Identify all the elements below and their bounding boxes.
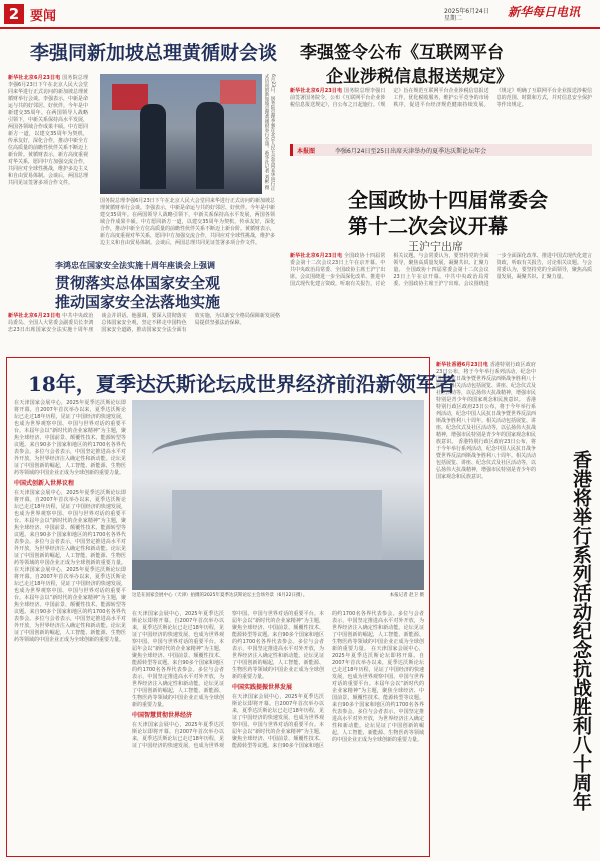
a2-body-text: 国务院总理李强日前签署国务院令，公布《互联网平台企业涉税信息报送规定》，自公布之日起施行。《规定》旨在规范互联网平台企业涉税信息报送工作，优化税收服务，维护公平竞争的市场秩序，促进平台经济规范健康持续发展。《规定》明确了互联网平台企业报送涉税信息的范围、时限和方式，并对信息安全保护等作出规定。 xyxy=(290,88,592,108)
a5-body-5: 在天津国家会展中心，2025年夏季达沃斯论坛即将开幕。自2007年首次举办以来，夏季达沃斯论坛已走过18年历程，见证了中国经济的快速发展，也成为世界观察中国、中国与世界对话的重要平台。本届年会以“新时代的企业家精神”为主题，聚焦全球经济、中国前景、颠覆性技术、能源转型等议题。来自90多个国家和地区的约1700名各界代表参会。多位与会者表示，中国坚定推进高水平对外开放，为世界经济注入确定性和新动能。论坛见证了中国创新的崛起，人工智能、新能源、生物医药等领域的中国企业正成为全球创新的重要力量。 xyxy=(332,646,424,743)
a5-body-4: 在天津国家会展中心，2025年夏季达沃斯论坛即将开幕。自2007年首次举办以来，夏季达沃斯论坛已走过18年历程，见证了中国经济的快速发展，也成为世界观察中国、中国与世界对话的重要平台。本届年会以“新时代的企业家精神”为主题，聚焦全球经济、中国前景、颠覆性技术、能源转型等议题。来自90多个国家和地区的约1700名各界代表参会。多位与会者表示，中国坚定推进高水平对外开放，为世界经济注入确定性和新动能。论坛见证了中国创新的崛起，人工智能、新能源、生物医药等领域的中国企业正成为全球创新的重要力量。 xyxy=(232,611,424,749)
a3-body-text: 全国政协十四届常委会第十二次会议23日上午在京开幕。中共中央政治局常委、全国政协主席王沪宁出席。会议围绕进一步全面深化改革、推进中国式现代化建言资政，听取有关报告，讨论相关议题。与会常委认为，要坚持党的全面领导，聚焦高质量发展，凝聚共识、汇聚力量。 xyxy=(290,253,489,287)
a1-photo-caption: 6月23日，国务院总理李强在北京人民大会堂同来华进行正式访问的新加坡总理黄循财举行会谈。新华社记者 刘彬 摄 xyxy=(264,74,275,191)
header-rule xyxy=(0,27,600,29)
venue-hall xyxy=(172,490,382,560)
a2-ribbon xyxy=(290,144,592,156)
a5-sub2: 中国智慧贯彻世界经济 xyxy=(132,712,193,719)
ribbon-text: 李强6月24日至25日出席天津举办的夏季达沃斯论坛年会 xyxy=(335,148,487,155)
section-title: 要闻 xyxy=(30,9,57,24)
page-number: 2 xyxy=(4,4,24,24)
a6-dateline: 新华社香港6月23日电 xyxy=(436,362,488,368)
issue-date: 2025年6月24日 xyxy=(444,8,489,15)
a1-body: 国务院总理李强6月23日下午在北京人民大会堂同来华进行正式访问的新加坡总理黄循财举行会谈。李强表示，中新是命运与共的好邻居、好伙伴。今年是中新建交35周年。在两国领导人战略引领下，中新关系保持高水平发展，两国各领域合作成果丰硕。中方愿同新方一道，以建交35周年为契机，传承友好，深化合作，推动中新全方位高质量的前瞻性伙伴关系不断迈上新台阶。黄循财表示，新方高度重视对华关系，愿同中方加强交流合作，共同应对全球性挑战，维护多边主义和自由贸易体制。会谈后，两国总理共同见证签署多项合作文件。 xyxy=(8,75,89,186)
a4-title-line1: 贯彻落实总体国家安全观 xyxy=(55,274,221,292)
flag-singapore xyxy=(220,80,256,104)
a1-body-col2: 国务院总理李强6月23日下午在北京人民大会堂同来华进行正式访问的新加坡总理黄循财举行会谈。李强表示，中新是命运与共的好邻居、好伙伴。今年是中新建交35周年。在两国领导人战略引领下，中新关系保持高水平发展，两国各领域合作成果丰硕。中方愿同新方一道，以建交35周年为契机，传承友好，深化合作，推动中新全方位高质量的前瞻性伙伴关系不断迈上新台阶。黄循财表示，新方高度重视对华关系，愿同中方加强交流合作，共同应对全球性挑战，维护多边主义和自由贸易体制。会谈后，两国总理共同见证签署多项合作文件。 xyxy=(100,198,276,246)
a4-body-text: 中共中央政治局委员、全国人大常委会副委员长李鸿忠23日出席国家安全法实施十周年座谈会并讲话。他强调，要深入贯彻落实总体国家安全观，坚定不移走中国特色国家安全道路，推动国家安全法全面有效实施，为以新安全格局保障新发展格局提供坚强法治保障。 xyxy=(8,313,280,333)
a6-body-text-2: 香港特别行政区政府23日公布，将于今年举行系列活动，纪念中国人民抗日战争暨世界反法西斯战争胜利八十周年。相关活动包括展览、讲座、纪念仪式及社区活动等，以弘扬伟大抗战精神，增强市民特别是青少年的国家观念和民族意识。 xyxy=(436,397,537,445)
a5-title: 18年，夏季达沃斯论坛成世界经济前沿新领军者 xyxy=(28,372,456,396)
a4-kicker: 李鸿忠在国家安全法实施十周年座谈会上强调 xyxy=(55,261,215,270)
figure-right xyxy=(196,102,224,189)
a5-sub1: 中国式创新入世界议程 xyxy=(14,480,75,487)
a5-photo xyxy=(132,400,424,590)
a3-body-text-2: 全国政协十四届常委会第十二次会议23日上午在京开幕。中共中央政治局常委、全国政协主席王沪宁出席。会议围绕进一步全面深化改革、推进中国式现代化建言资政，听取有关报告，讨论相关议题。与会常委认为，要坚持党的全面领导，聚焦高质量发展，凝聚共识、汇聚力量。 xyxy=(393,253,592,287)
a5-body-col1-b: 在天津国家会展中心，2025年夏季达沃斯论坛即将开幕。自2007年首次举办以来，夏季达沃斯论坛已走过18年历程，见证了中国经济的快速发展，也成为世界观察中国、中国与世界对话的重要平台。本届年会以“新时代的企业家精神”为主题，聚焦全球经济、中国前景、颠覆性技术、能源转型等议题。来自90多个国家和地区的约1700名各界代表参会。多位与会者表示，中国坚定推进高水平对外开放，为世界经济注入确定性和新动能。论坛见证了中国创新的崛起，人工智能、新能源、生物医药等领域的中国企业正成为全球创新的重要力量。 xyxy=(14,490,126,566)
a3-title-line2: 第十二次会议开幕 xyxy=(348,214,508,238)
a1-title: 李强同新加坡总理黄循财会谈 xyxy=(30,42,278,64)
a5-caption-text: 这是在国家会展中心（天津）拍摄的2025年夏季达沃斯论坛主会场外景（6月22日摄）。 xyxy=(132,593,308,598)
a4-title-line2: 推动国家安全法落地实施 xyxy=(55,293,221,311)
a6-title: 香港将举行系列活动纪念抗战胜利八十周年 xyxy=(570,450,592,811)
a6-body-text-3: 香港特别行政区政府23日公布，将于今年举行系列活动，纪念中国人民抗日战争暨世界反法西斯战争胜利八十周年。相关活动包括展览、讲座、纪念仪式及社区活动等，以弘扬伟大抗战精神，增强市民特别是青少年的国家观念和民族意识。 xyxy=(436,439,537,480)
a5-photo-credit: 本报记者 赵卫 摄 xyxy=(389,593,424,598)
a5-body-col1 xyxy=(14,400,126,850)
a5-body-2: 在天津国家会展中心，2025年夏季达沃斯论坛即将开幕。自2007年首次举办以来，夏季达沃斯论坛已走过18年历程，见证了中国经济的快速发展，也成为世界观察中国、中国与世界对话的重要平台。本届年会以“新时代的企业家精神”为主题，聚焦全球经济、中国前景、颠覆性技术、能源转型等议题。来自90多个国家和地区的约1700名各界代表参会。多位与会者表示，中国坚定推进高水平对外开放，为世界经济注入确定性和新动能。论坛见证了中国创新的崛起，人工智能、新能源、生物医药等领域的中国企业正成为全球创新的重要力量。 xyxy=(132,611,224,708)
a1-photo xyxy=(100,74,262,194)
a1-dateline: 新华社北京6月23日电 xyxy=(8,75,61,81)
issue-weekday: 星期二 xyxy=(444,15,463,22)
a4-dateline: 新华社北京6月23日电 xyxy=(8,313,61,319)
a5-photo-caption xyxy=(132,593,424,607)
a5-sub3: 中国实践提振世界发展 xyxy=(232,684,293,691)
a5-body-3: 在天津国家会展中心，2025年夏季达沃斯论坛即将开幕。自2007年首次举办以来，夏季达沃斯论坛已走过18年历程，见证了中国经济的快速发展，也成为世界观察中国、中国与世界对话的重要平台。本届年会以“新时代的企业家精神”为主题，聚焦全球经济、中国前景、颠覆性技术、能源转型等议题。来自90多个国家和地区的约1700名各界代表参会。多位与会者表示，中国坚定推进高水平对外开放，为世界经济注入确定性和新动能。论坛见证了中国创新的崛起，人工智能、新能源、生物医药等领域的中国企业正成为全球创新的重要力量。 xyxy=(132,611,324,749)
a5-body: 在天津国家会展中心，2025年夏季达沃斯论坛即将开幕。自2007年首次举办以来，夏季达沃斯论坛已走过18年历程，见证了中国经济的快速发展，也成为世界观察中国、中国与世界对话的重要平台。本届年会以“新时代的企业家精神”为主题，聚焦全球经济、中国前景、颠覆性技术、能源转型等议题。来自90多个国家和地区的约1700名各界代表参会。多位与会者表示，中国坚定推进高水平对外开放，为世界经济注入确定性和新动能。论坛见证了中国创新的崛起，人工智能、新能源、生物医药等领域的中国企业正成为全球创新的重要力量。 xyxy=(14,400,126,476)
venue-plaza xyxy=(132,560,424,590)
a3-title-line1: 全国政协十四届常委会 xyxy=(348,188,548,212)
a6-body-text: 香港特别行政区政府23日公布，将于今年举行系列活动，纪念中国人民抗日战争暨世界反法西斯战争胜利八十周年。相关活动包括展览、讲座、纪念仪式及社区活动等，以弘扬伟大抗战精神，增强市民特别是青少年的国家观念和民族意识。 xyxy=(436,362,537,403)
a2-title-line1: 李强签令公布《互联网平台 xyxy=(300,43,504,63)
a5-body-col1-c: 在天津国家会展中心，2025年夏季达沃斯论坛即将开幕。自2007年首次举办以来，夏季达沃斯论坛已走过18年历程，见证了中国经济的快速发展，也成为世界观察中国、中国与世界对话的重要平台。本届年会以“新时代的企业家精神”为主题，聚焦全球经济、中国前景、颠覆性技术、能源转型等议题。来自90多个国家和地区的约1700名各界代表参会。多位与会者表示，中国坚定推进高水平对外开放，为世界经济注入确定性和新动能。论坛见证了中国创新的崛起，人工智能、新能源、生物医药等领域的中国企业正成为全球创新的重要力量。 xyxy=(14,567,126,643)
a3-body xyxy=(290,253,592,351)
a2-title-line2: 企业涉税信息报送规定》 xyxy=(326,67,513,87)
a2-dateline: 新华社北京6月23日电 xyxy=(290,88,343,94)
a3-dateline: 新华社北京6月23日电 xyxy=(290,253,343,259)
figure-left xyxy=(140,104,166,189)
a3-subtitle: 王沪宁出席 xyxy=(408,240,463,253)
newspaper-logo: 新华每日电讯 xyxy=(508,5,581,19)
ribbon-label: 本报图 xyxy=(297,148,316,155)
a4-body xyxy=(8,313,280,353)
a6-body xyxy=(436,362,536,850)
venue-roof xyxy=(152,430,402,480)
a2-body xyxy=(290,88,592,140)
a5-body-cols xyxy=(132,611,424,851)
a1-body-col1 xyxy=(8,75,88,245)
